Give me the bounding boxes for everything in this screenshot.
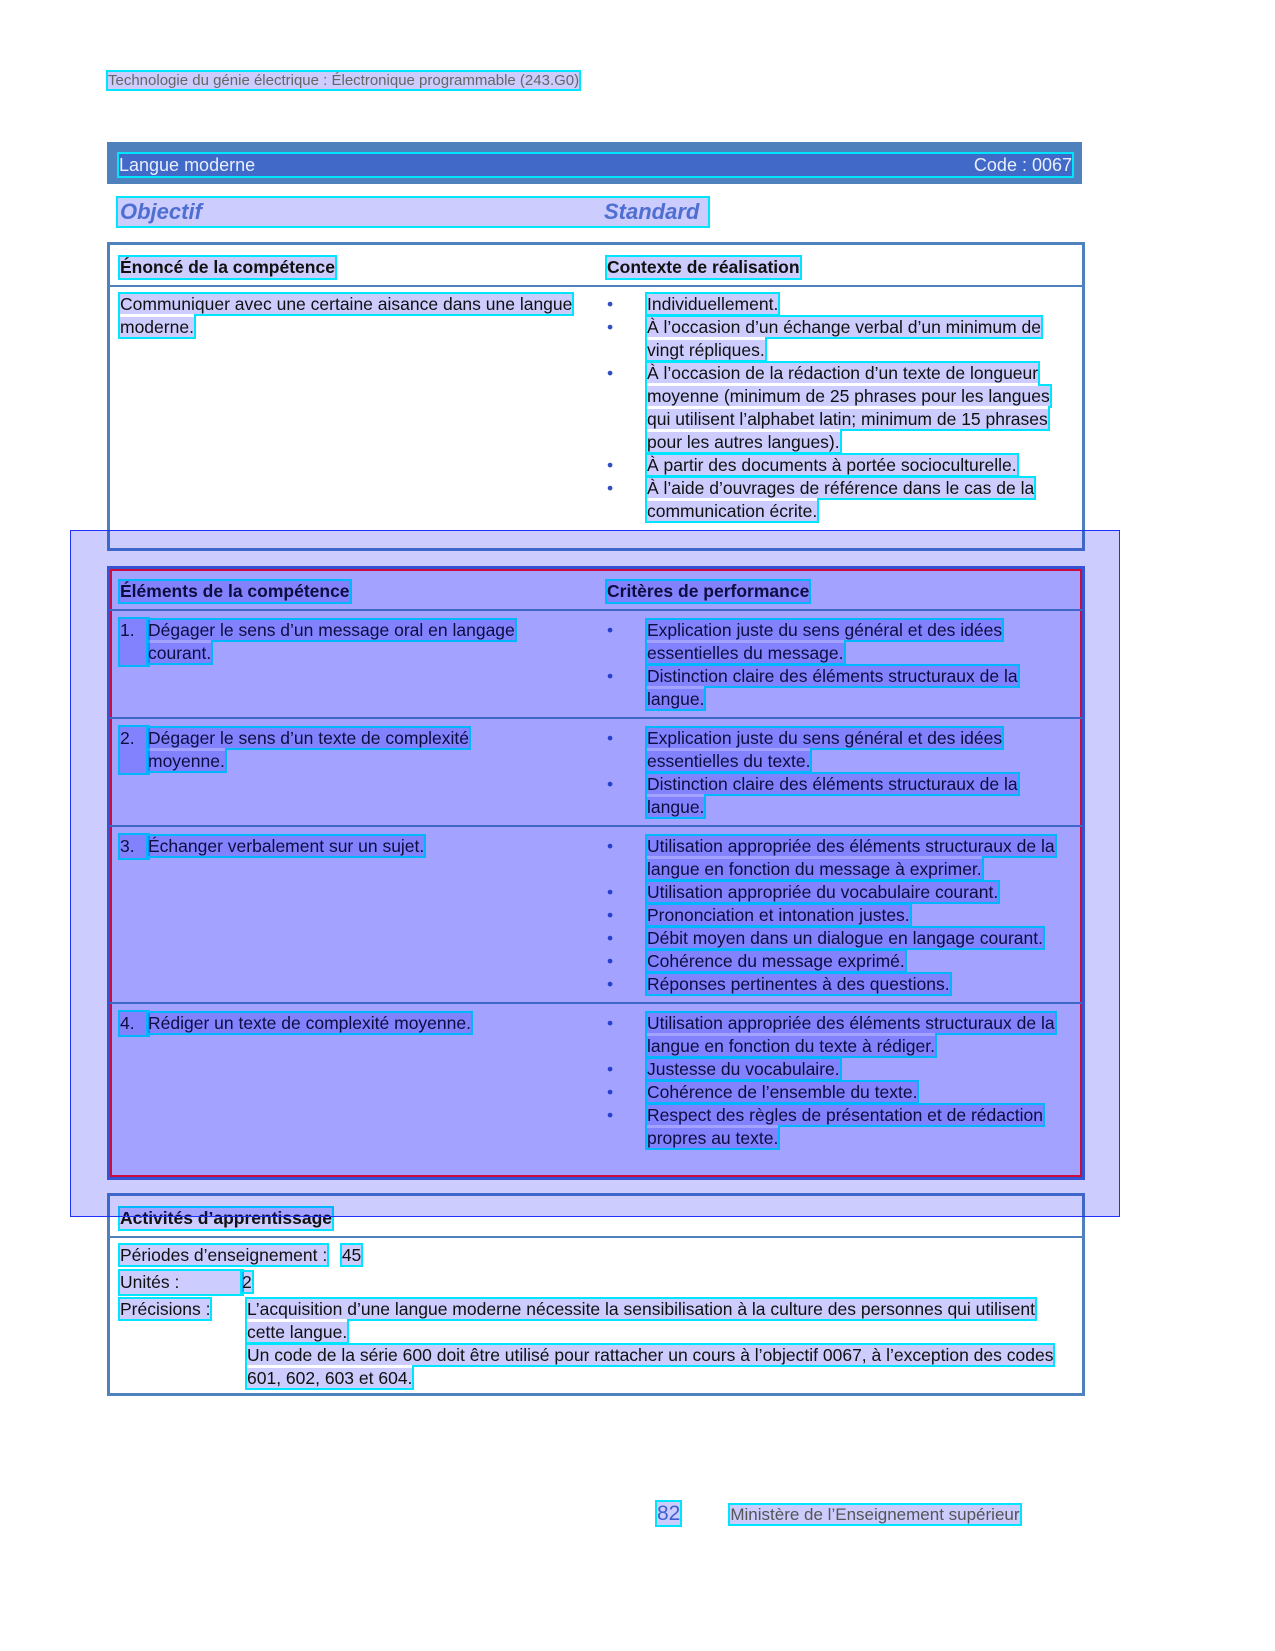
banner-title: Langue moderne bbox=[119, 155, 256, 175]
units-value: 2 bbox=[242, 1272, 252, 1292]
element-text: Dégager le sens d’un message oral en langage courant. bbox=[148, 620, 515, 663]
criterion-text: Distinction claire des éléments structuraux de la langue. bbox=[647, 666, 1018, 709]
criterion-item bbox=[607, 881, 1067, 904]
criterion-text: Utilisation appropriée des éléments structuraux de la langue en fonction du texte à rédiger. bbox=[647, 1013, 1055, 1056]
precision-text: Un code de la série 600 doit être utilisé pour rattacher un cours à l’objectif 0067, à l’exception des codes 601, 602, 603 et 604. bbox=[247, 1345, 1054, 1388]
competence-row bbox=[110, 287, 1082, 523]
criterion-text: Utilisation appropriée des éléments structuraux de la langue en fonction du message à exprimer. bbox=[647, 836, 1055, 879]
criterion-text: Justesse du vocabulaire. bbox=[647, 1059, 840, 1079]
competence-table bbox=[107, 242, 1085, 551]
element-number: 3. bbox=[120, 835, 148, 858]
element-number: 2. bbox=[120, 727, 148, 773]
context-item bbox=[607, 477, 1067, 523]
activities-table bbox=[107, 1193, 1085, 1396]
criterion-item bbox=[607, 927, 1067, 950]
precision-text: L’acquisition d’une langue moderne nécessite la sensibilisation à la culture des personnes qui utilisent cette langue. bbox=[247, 1299, 1035, 1342]
page-number: 82 bbox=[657, 1502, 681, 1525]
criterion-item bbox=[607, 950, 1067, 973]
activities-body bbox=[110, 1238, 1082, 1396]
running-header: Technologie du génie électrique : Électronique programmable (243.G0) bbox=[108, 72, 580, 89]
context-item bbox=[607, 293, 1067, 316]
elements-table bbox=[107, 566, 1085, 1180]
element-number: 1. bbox=[120, 619, 148, 665]
criterion-item bbox=[607, 619, 1067, 665]
col-header-statement: Énoncé de la compétence bbox=[120, 257, 335, 277]
elements-table-header bbox=[110, 569, 1082, 611]
criterion-text: Débit moyen dans un dialogue en langage courant. bbox=[647, 928, 1043, 948]
col-header-criteria: Critères de performance bbox=[607, 581, 810, 601]
precisions-label: Précisions : bbox=[120, 1299, 211, 1319]
standard-label: Standard bbox=[604, 199, 700, 224]
col-header-context: Contexte de réalisation bbox=[607, 257, 800, 277]
element-row bbox=[110, 827, 1082, 1004]
context-text: À partir des documents à portée socioculturelle. bbox=[647, 455, 1017, 475]
periods-value: 45 bbox=[341, 1245, 362, 1265]
context-item bbox=[607, 362, 1067, 454]
competency-banner bbox=[107, 142, 1082, 184]
criterion-item bbox=[607, 1104, 1067, 1150]
page-footer bbox=[657, 1502, 1020, 1526]
context-text: À l’occasion de la rédaction d’un texte de longueur moyenne (minimum de 25 phrases pour les langues qui utilisent l’alphabet latin; minimum de 15 phrases pour les autres langues). bbox=[647, 363, 1050, 452]
element-row bbox=[110, 719, 1082, 827]
ministry-name: Ministère de l’Enseignement supérieur bbox=[730, 1505, 1020, 1524]
criterion-item bbox=[607, 904, 1067, 927]
context-item bbox=[607, 454, 1067, 477]
criterion-text: Prononciation et intonation justes. bbox=[647, 905, 910, 925]
criterion-text: Cohérence de l’ensemble du texte. bbox=[647, 1082, 918, 1102]
activities-header bbox=[110, 1196, 1082, 1238]
context-text: Individuellement. bbox=[647, 294, 779, 314]
element-row bbox=[110, 611, 1082, 719]
element-number: 4. bbox=[120, 1012, 148, 1035]
criterion-item bbox=[607, 835, 1067, 881]
criterion-text: Respect des règles de présentation et de rédaction propres au texte. bbox=[647, 1105, 1043, 1148]
criterion-item bbox=[607, 773, 1067, 819]
units-label: Unités : bbox=[120, 1271, 242, 1294]
criterion-item bbox=[607, 973, 1067, 996]
criterion-item bbox=[607, 1058, 1067, 1081]
competence-statement: Communiquer avec une certaine aisance dans une langue moderne. bbox=[120, 294, 573, 337]
context-item bbox=[607, 316, 1067, 362]
criterion-item bbox=[607, 1081, 1067, 1104]
context-text: À l’aide d’ouvrages de référence dans le cas de la communication écrite. bbox=[647, 478, 1035, 521]
criterion-text: Cohérence du message exprimé. bbox=[647, 951, 905, 971]
context-list bbox=[607, 293, 1067, 523]
context-text: À l’occasion d’un échange verbal d’un minimum de vingt répliques. bbox=[647, 317, 1041, 360]
criterion-text: Distinction claire des éléments structuraux de la langue. bbox=[647, 774, 1018, 817]
element-text: Dégager le sens d’un texte de complexité moyenne. bbox=[148, 728, 470, 771]
criterion-item bbox=[607, 1012, 1067, 1058]
periods-label: Périodes d’enseignement : bbox=[120, 1245, 328, 1265]
criterion-text: Utilisation appropriée du vocabulaire courant. bbox=[647, 882, 999, 902]
objective-label: Objectif bbox=[120, 199, 202, 224]
element-row bbox=[110, 1004, 1082, 1156]
criterion-item bbox=[607, 665, 1067, 711]
criterion-item bbox=[607, 727, 1067, 773]
criterion-text: Réponses pertinentes à des questions. bbox=[647, 974, 950, 994]
banner-code: Code : 0067 bbox=[973, 155, 1072, 175]
criterion-text: Explication juste du sens général et des idées essentielles du texte. bbox=[647, 728, 1003, 771]
criterion-text: Explication juste du sens général et des idées essentielles du message. bbox=[647, 620, 1003, 663]
element-text: Rédiger un texte de complexité moyenne. bbox=[148, 1013, 471, 1033]
element-text: Échanger verbalement sur un sujet. bbox=[148, 836, 425, 856]
activities-title: Activités d’apprentissage bbox=[120, 1208, 333, 1228]
col-header-elements: Éléments de la compétence bbox=[120, 581, 350, 601]
objective-standard-heading bbox=[118, 198, 708, 226]
competence-table-header bbox=[110, 245, 1082, 287]
